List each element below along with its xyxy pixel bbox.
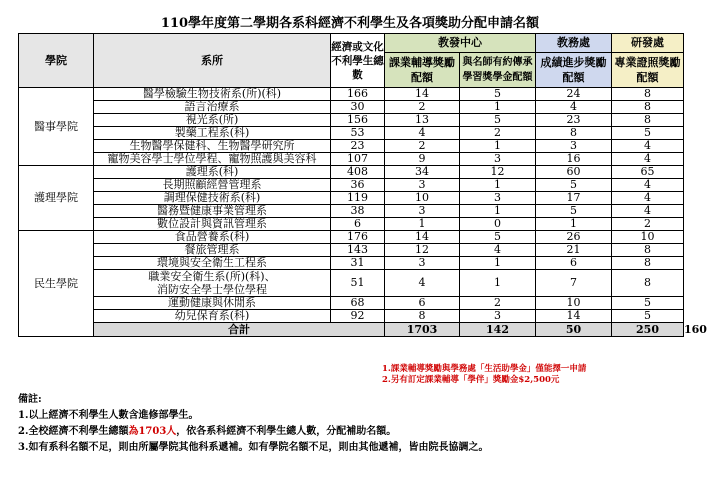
dept-cell: 護理系(科) bbox=[94, 166, 331, 179]
dept-cell: 長期照顧經營管理系 bbox=[94, 179, 331, 192]
col-d-cell: 10 bbox=[612, 231, 684, 244]
header-college: 學院 bbox=[19, 34, 94, 88]
table-row bbox=[19, 244, 684, 257]
dept-cell: 幼兒保育系(科) bbox=[94, 310, 331, 323]
col-b-cell: 1 bbox=[460, 179, 536, 192]
dept-cell: 數位設計與資訊管理系 bbox=[94, 218, 331, 231]
col-d-cell: 8 bbox=[612, 244, 684, 257]
remark-1: 1.以上經濟不利學生人數含進修部學生。 bbox=[18, 410, 199, 421]
col-c-cell: 24 bbox=[536, 88, 612, 101]
col-c-cell: 8 bbox=[536, 127, 612, 140]
col-a-cell: 1 bbox=[385, 218, 460, 231]
total-cell: 31 bbox=[331, 257, 385, 270]
header-col-a: 課業輔導獎勵配額 bbox=[385, 53, 460, 88]
total-cell: 176 bbox=[331, 231, 385, 244]
table-row bbox=[19, 166, 684, 179]
remark-2-highlight: 為1703人 bbox=[128, 426, 177, 437]
remarks-heading: 備註: bbox=[18, 394, 42, 405]
total-cell: 38 bbox=[331, 205, 385, 218]
col-d-cell: 8 bbox=[612, 88, 684, 101]
header-col-d: 專業證照獎勵配額 bbox=[612, 53, 684, 88]
dept-line-1: 職業安全衛生系(所)(科)、 bbox=[148, 270, 276, 283]
col-d-cell: 65 bbox=[612, 166, 684, 179]
col-c-cell: 16 bbox=[536, 153, 612, 166]
dept-line-2: 消防安全學士學位學程 bbox=[157, 283, 267, 296]
col-c-cell: 14 bbox=[536, 310, 612, 323]
col-c-cell: 60 bbox=[536, 166, 612, 179]
table-row bbox=[19, 231, 684, 244]
dept-cell: 製藥工程系(科) bbox=[94, 127, 331, 140]
col-b-cell: 5 bbox=[460, 88, 536, 101]
total-col-b: 50 bbox=[536, 323, 612, 337]
col-c-cell: 5 bbox=[536, 179, 612, 192]
dept-cell: 醫務暨健康事業管理系 bbox=[94, 205, 331, 218]
col-a-cell: 4 bbox=[385, 127, 460, 140]
col-d-cell: 4 bbox=[612, 179, 684, 192]
col-b-cell: 1 bbox=[460, 101, 536, 114]
col-b-cell: 2 bbox=[460, 297, 536, 310]
col-a-cell: 14 bbox=[385, 88, 460, 101]
col-a-cell: 3 bbox=[385, 257, 460, 270]
dept-cell: 語言治療系 bbox=[94, 101, 331, 114]
col-b-cell: 5 bbox=[460, 231, 536, 244]
total-col-c: 250 bbox=[612, 323, 684, 337]
col-a-cell: 14 bbox=[385, 231, 460, 244]
col-c-cell: 7 bbox=[536, 270, 612, 297]
col-c-cell: 26 bbox=[536, 231, 612, 244]
total-row: 合計 1703 142 50 250 160 bbox=[19, 323, 684, 337]
table-row bbox=[19, 88, 684, 101]
col-a-cell: 34 bbox=[385, 166, 460, 179]
col-d-cell: 8 bbox=[612, 270, 684, 297]
col-c-cell: 3 bbox=[536, 140, 612, 153]
header-total-students: 經濟或文化不利學生總數 bbox=[331, 34, 385, 88]
col-b-cell: 0 bbox=[460, 218, 536, 231]
col-d-cell: 4 bbox=[612, 140, 684, 153]
dept-cell: 食品營養系(科) bbox=[94, 231, 331, 244]
col-d-cell: 8 bbox=[612, 114, 684, 127]
table-row bbox=[19, 310, 684, 323]
col-b-cell: 1 bbox=[460, 140, 536, 153]
total-cell: 53 bbox=[331, 127, 385, 140]
col-c-cell: 17 bbox=[536, 192, 612, 205]
dept-cell: 生物醫學保健科、生物醫學研究所 bbox=[94, 140, 331, 153]
total-cell: 6 bbox=[331, 218, 385, 231]
col-b-cell: 5 bbox=[460, 114, 536, 127]
total-cell: 36 bbox=[331, 179, 385, 192]
dept-cell: 調理保健技術系(科) bbox=[94, 192, 331, 205]
total-col-a: 142 bbox=[460, 323, 536, 337]
table-row bbox=[19, 218, 684, 231]
red-note-1: 1.課業輔導獎勵與學務處「生活助學金」僅能擇一申請 bbox=[382, 364, 587, 374]
remark-3: 3.如有系科名額不足，則由所屬學院其他科系遞補。如有學院名額不足，則由其他遞補，皆由院長協調之。 bbox=[18, 442, 489, 453]
col-b-cell: 1 bbox=[460, 205, 536, 218]
col-a-cell: 6 bbox=[385, 297, 460, 310]
col-a-cell: 8 bbox=[385, 310, 460, 323]
table-row bbox=[19, 101, 684, 114]
header-academic: 教務處 bbox=[536, 34, 612, 53]
col-b-cell: 3 bbox=[460, 310, 536, 323]
col-c-cell: 5 bbox=[536, 205, 612, 218]
dept-cell: 運動健康與休閒系 bbox=[94, 297, 331, 310]
total-label: 合計 bbox=[94, 323, 385, 337]
col-d-cell: 5 bbox=[612, 310, 684, 323]
remark-2 bbox=[18, 424, 488, 440]
col-b-cell: 3 bbox=[460, 192, 536, 205]
total-cell: 107 bbox=[331, 153, 385, 166]
col-b-cell: 1 bbox=[460, 270, 536, 297]
col-c-cell: 21 bbox=[536, 244, 612, 257]
col-a-cell: 2 bbox=[385, 101, 460, 114]
dept-cell: 餐旅管理系 bbox=[94, 244, 331, 257]
col-a-cell: 3 bbox=[385, 205, 460, 218]
col-d-cell: 4 bbox=[612, 192, 684, 205]
col-a-cell: 3 bbox=[385, 179, 460, 192]
header-col-c: 成績進步獎勵配額 bbox=[536, 53, 612, 88]
col-c-cell: 10 bbox=[536, 297, 612, 310]
col-d-cell: 5 bbox=[612, 127, 684, 140]
table-row bbox=[19, 205, 684, 218]
dept-cell: 寵物美容學士學位學程、寵物照護與美容科 bbox=[94, 153, 331, 166]
col-d-cell: 2 bbox=[612, 218, 684, 231]
red-note-2: 2.另有訂定課業輔導「學伴」獎勵金$2,500元 bbox=[382, 375, 560, 385]
table-row bbox=[19, 192, 684, 205]
col-b-cell: 12 bbox=[460, 166, 536, 179]
table-row bbox=[19, 140, 684, 153]
header-rd: 研發處 bbox=[612, 34, 684, 53]
table-row bbox=[19, 179, 684, 192]
total-cell: 92 bbox=[331, 310, 385, 323]
total-cell: 408 bbox=[331, 166, 385, 179]
college-cell: 護理學院 bbox=[19, 166, 94, 231]
red-notes bbox=[382, 364, 586, 386]
header-col-b: 與名師有約傳承學習獎學金配額 bbox=[460, 53, 536, 88]
col-b-cell: 2 bbox=[460, 127, 536, 140]
col-a-cell: 13 bbox=[385, 114, 460, 127]
col-d-cell: 4 bbox=[612, 205, 684, 218]
remark-2-pre: 2.全校經濟不利學生總額 bbox=[18, 426, 129, 437]
dept-cell: 醫學檢驗生物技術系(所)(科) bbox=[94, 88, 331, 101]
col-a-cell: 9 bbox=[385, 153, 460, 166]
remarks-section bbox=[18, 392, 488, 456]
header-dept: 系所 bbox=[94, 34, 331, 88]
table-row bbox=[19, 270, 684, 297]
grand-total-cell: 1703 bbox=[385, 323, 460, 337]
dept-cell: 環境與安全衛生工程系 bbox=[94, 257, 331, 270]
total-cell: 156 bbox=[331, 114, 385, 127]
page-title: 110學年度第二學期各系科經濟不利學生及各項獎助分配申請名額 bbox=[160, 16, 540, 31]
table-row bbox=[19, 297, 684, 310]
college-cell: 民生學院 bbox=[19, 231, 94, 337]
header-center: 教發中心 bbox=[385, 34, 536, 53]
table-row bbox=[19, 114, 684, 127]
col-d-cell: 5 bbox=[612, 297, 684, 310]
col-b-cell: 1 bbox=[460, 257, 536, 270]
col-c-cell: 6 bbox=[536, 257, 612, 270]
col-a-cell: 2 bbox=[385, 140, 460, 153]
col-d-cell: 4 bbox=[612, 153, 684, 166]
dept-cell bbox=[94, 270, 331, 297]
dept-cell: 視光系(所) bbox=[94, 114, 331, 127]
total-cell: 68 bbox=[331, 297, 385, 310]
total-cell: 51 bbox=[331, 270, 385, 297]
allocation-table bbox=[18, 33, 707, 337]
table-row bbox=[19, 257, 684, 270]
col-c-cell: 23 bbox=[536, 114, 612, 127]
col-c-cell: 4 bbox=[536, 101, 612, 114]
col-a-cell: 12 bbox=[385, 244, 460, 257]
col-b-cell: 4 bbox=[460, 244, 536, 257]
col-c-cell: 1 bbox=[536, 218, 612, 231]
total-cell: 23 bbox=[331, 140, 385, 153]
col-b-cell: 3 bbox=[460, 153, 536, 166]
remark-2-post: ，依各系科經濟不利學生總人數，分配補助名額。 bbox=[176, 426, 397, 437]
total-cell: 119 bbox=[331, 192, 385, 205]
total-cell: 30 bbox=[331, 101, 385, 114]
table-row bbox=[19, 127, 684, 140]
col-d-cell: 8 bbox=[612, 101, 684, 114]
table-row bbox=[19, 153, 684, 166]
col-d-cell: 8 bbox=[612, 257, 684, 270]
total-cell: 143 bbox=[331, 244, 385, 257]
college-cell: 醫事學院 bbox=[19, 88, 94, 166]
total-cell: 166 bbox=[331, 88, 385, 101]
col-a-cell: 4 bbox=[385, 270, 460, 297]
col-a-cell: 10 bbox=[385, 192, 460, 205]
